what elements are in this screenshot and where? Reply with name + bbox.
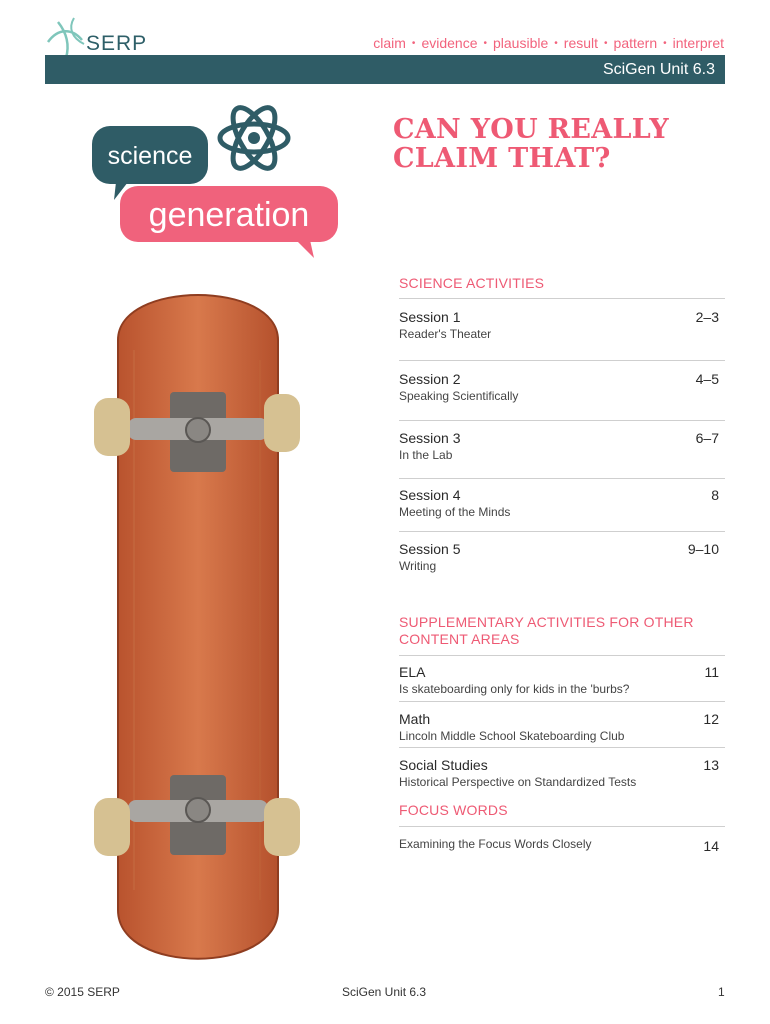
entry-title: Social Studies [399, 757, 488, 773]
toc-entry[interactable] [399, 757, 725, 789]
divider [399, 655, 725, 656]
divider [399, 360, 725, 361]
entry-title: Session 1 [399, 309, 461, 325]
title-line: CLAIM THAT? [393, 143, 611, 174]
divider [399, 298, 725, 299]
atom-icon [220, 104, 288, 174]
toc-entry[interactable] [399, 664, 725, 696]
entry-subtitle: Speaking Scientifically [399, 389, 519, 403]
science-generation-logo [88, 104, 348, 264]
entry-subtitle: Writing [399, 559, 437, 573]
entry-title: Session 4 [399, 487, 461, 503]
entry-title: Session 5 [399, 541, 461, 557]
entry-pages: 6–7 [695, 430, 719, 446]
footer-page-number: 1 [718, 985, 725, 999]
footer-copyright: © 2015 SERP [45, 985, 120, 999]
keyword: result [563, 35, 599, 51]
divider [399, 701, 725, 702]
keyword: claim [373, 35, 406, 51]
entry-pages: 8 [711, 487, 719, 503]
entry-title: Session 2 [399, 371, 461, 387]
skateboard-image [88, 270, 308, 985]
toc-entry[interactable] [399, 371, 725, 403]
divider [399, 478, 725, 479]
heading-line: CONTENT AREAS [399, 631, 520, 647]
toc-entry[interactable] [399, 711, 725, 743]
divider [399, 747, 725, 748]
entry-subtitle: Historical Perspective on Standardized Tests [399, 775, 637, 789]
toc-entry[interactable] [399, 541, 725, 573]
toc-entry[interactable] [399, 309, 725, 341]
entry-subtitle: Meeting of the Minds [399, 505, 511, 519]
section-heading: SCIENCE ACTIVITIES [399, 275, 545, 291]
page-title [393, 115, 723, 173]
entry-subtitle: Reader's Theater [399, 327, 492, 341]
logo-text: SERP [86, 32, 148, 55]
toc-entry[interactable] [399, 487, 725, 519]
divider [399, 531, 725, 532]
brand-line1: science [107, 142, 193, 170]
keyword-list: claim • evidence • plausible • result • pattern • interpret [373, 35, 724, 51]
toc-entry[interactable] [399, 835, 725, 854]
entry-pages: 12 [703, 711, 719, 727]
entry-title: Session 3 [399, 430, 461, 446]
entry-pages: 4–5 [695, 371, 719, 387]
heading-line: SUPPLEMENTARY ACTIVITIES FOR OTHER [399, 614, 694, 630]
section-heading [399, 614, 725, 648]
entry-pages: 13 [703, 757, 719, 773]
entry-pages: 11 [704, 664, 719, 680]
entry-pages: 2–3 [695, 309, 719, 325]
keyword: interpret [672, 35, 724, 51]
entry-subtitle: Lincoln Middle School Skateboarding Club [399, 729, 625, 743]
unit-label: SciGen Unit 6.3 [602, 60, 715, 78]
divider [399, 420, 725, 421]
unit-banner [45, 55, 725, 84]
entry-subtitle: Examining the Focus Words Closely [399, 837, 592, 851]
toc-entry[interactable] [399, 430, 725, 462]
entry-title: Math [399, 711, 431, 727]
section-heading: FOCUS WORDS [399, 802, 508, 818]
keyword: evidence [421, 35, 478, 51]
footer-unit: SciGen Unit 6.3 [342, 985, 427, 999]
divider [399, 826, 725, 827]
title-line: CAN YOU REALLY [393, 114, 669, 145]
keyword: pattern [613, 35, 658, 51]
entry-subtitle: In the Lab [399, 448, 453, 462]
brand-line2: generation [148, 196, 310, 234]
keyword: plausible [493, 35, 549, 51]
entry-pages: 14 [703, 838, 719, 854]
entry-subtitle: Is skateboarding only for kids in the 'burbs? [399, 682, 630, 696]
entry-pages: 9–10 [687, 541, 719, 557]
entry-title: ELA [399, 664, 426, 680]
